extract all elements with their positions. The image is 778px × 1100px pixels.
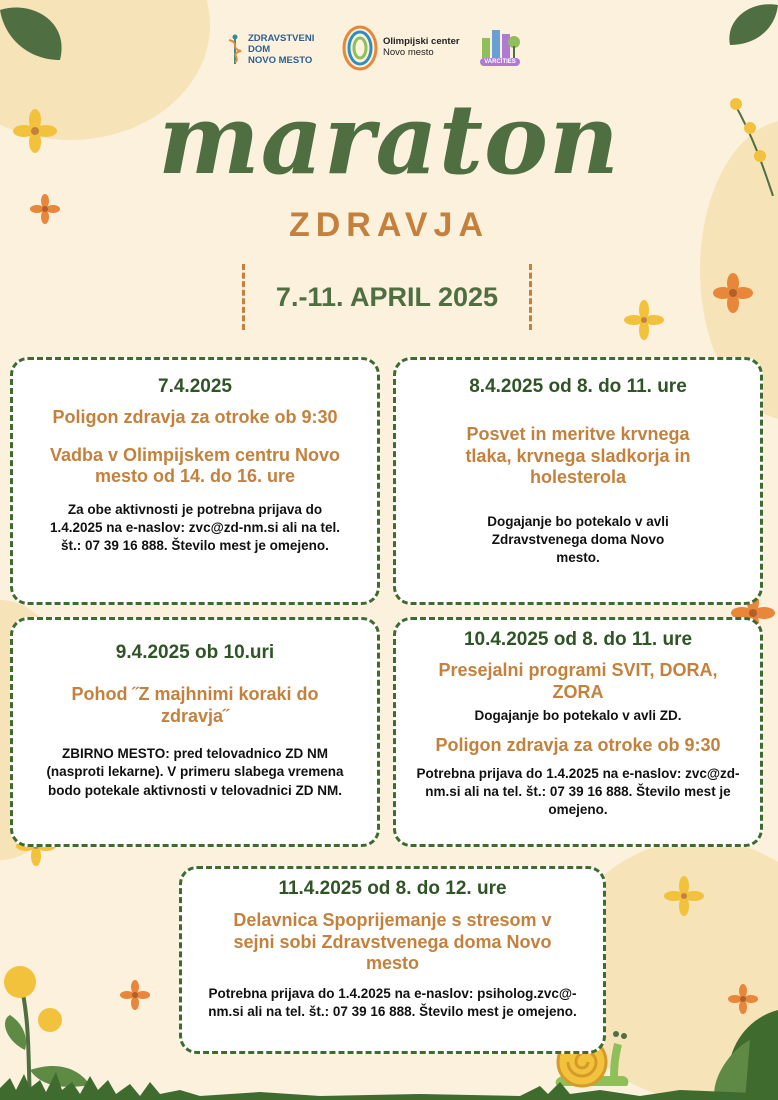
zd-logo-line-1: ZDRAVSTVENI <box>248 33 315 44</box>
zd-logo-line-2: DOM <box>248 43 271 55</box>
card-activity: Pohod ˝Z majhnimi koraki do zdravja˝ <box>71 684 319 726</box>
zd-novo-mesto-logo <box>226 34 314 67</box>
event-card-11-4 <box>179 866 606 1054</box>
event-card-9-4 <box>10 617 380 847</box>
card-activity: Poligon zdravja za otroke ob 9:30 <box>52 407 338 427</box>
card-details: Potrebna prijava do 1.4.2025 na e-naslov: zvc@zd-nm.si ali na tel. št.: 07 39 16 888. Število mest je omejeno. <box>416 766 740 818</box>
card-details: Dogajanje bo potekalo v avli ZD. <box>474 708 682 724</box>
flower-icon <box>624 300 664 340</box>
sponsor-logos <box>0 22 778 76</box>
event-card-10-4 <box>393 617 763 847</box>
caduceus-icon <box>226 34 244 66</box>
card-details: Za obe aktivnosti je potrebna prijava do 1.4.2025 na e-naslov: zvc@zd-nm.si ali na tel. št.: 07 39 16 888. Število mest je omejeno. <box>49 501 341 554</box>
card-activity: Poligon zdravja za otroke ob 9:30 <box>435 735 721 756</box>
oc-logo-name: Olimpijski center <box>383 36 460 48</box>
card-date: 10.4.2025 od 8. do 11. ure <box>463 629 693 650</box>
event-date-range <box>242 264 532 330</box>
card-details: Potrebna prijava do 1.4.2025 na e-naslov: psiholog.zvc@-nm.si ali na tel. št.: 07 39 16 888. Število mest je omejeno. <box>208 985 577 1019</box>
event-title: maraton <box>158 83 620 196</box>
event-card-8-4 <box>393 357 763 605</box>
flower-icon <box>120 980 150 1010</box>
card-date: 11.4.2025 od 8. do 12. ure <box>278 878 507 899</box>
card-activity: Posvet in meritve krvnega tlaka, krvnega sladkorja in holesterola <box>465 424 691 488</box>
date-divider-right <box>529 264 532 330</box>
zd-logo-line-3: NOVO MESTO <box>248 54 313 66</box>
flower-icon <box>712 272 754 314</box>
card-date: 7.4.2025 <box>158 376 232 397</box>
varcities-logo-text: VARCITIES <box>480 58 520 66</box>
olympic-swirl-icon <box>340 24 380 72</box>
event-card-7-4 <box>10 357 380 605</box>
oc-logo-city: Novo mesto <box>383 47 434 58</box>
varcities-logo <box>480 26 520 66</box>
card-details: ZBIRNO MESTO: pred telovadnico ZD NM (nasproti lekarne). V primeru slabega vremena bodo potekale aktivnosti v telovadnici ZD NM. <box>46 746 344 798</box>
city-buildings-icon <box>480 26 520 60</box>
card-activity: Presejalni programi SVIT, DORA, ZORA <box>438 660 718 702</box>
date-divider-left <box>242 264 245 330</box>
card-activity: Vadba v Olimpijskem centru Novo mesto od 14. do 16. ure <box>49 444 341 487</box>
card-date: 9.4.2025 ob 10.uri <box>115 642 275 663</box>
card-details: Dogajanje bo potekalo v avli Zdravstvenega doma Novo mesto. <box>487 513 669 566</box>
card-activity: Delavnica Spoprijemanje s stresom v sejni sobi Zdravstvenega doma Novo mesto <box>233 910 552 974</box>
olimpijski-center-logo <box>340 24 460 72</box>
event-subtitle: ZDRAVJA <box>288 206 490 244</box>
flower-icon <box>664 876 704 916</box>
card-date: 8.4.2025 od 8. do 11. ure <box>469 376 687 397</box>
date-range-text: 7.-11. APRIL 2025 <box>275 281 499 312</box>
grass-decoration <box>0 1060 778 1100</box>
